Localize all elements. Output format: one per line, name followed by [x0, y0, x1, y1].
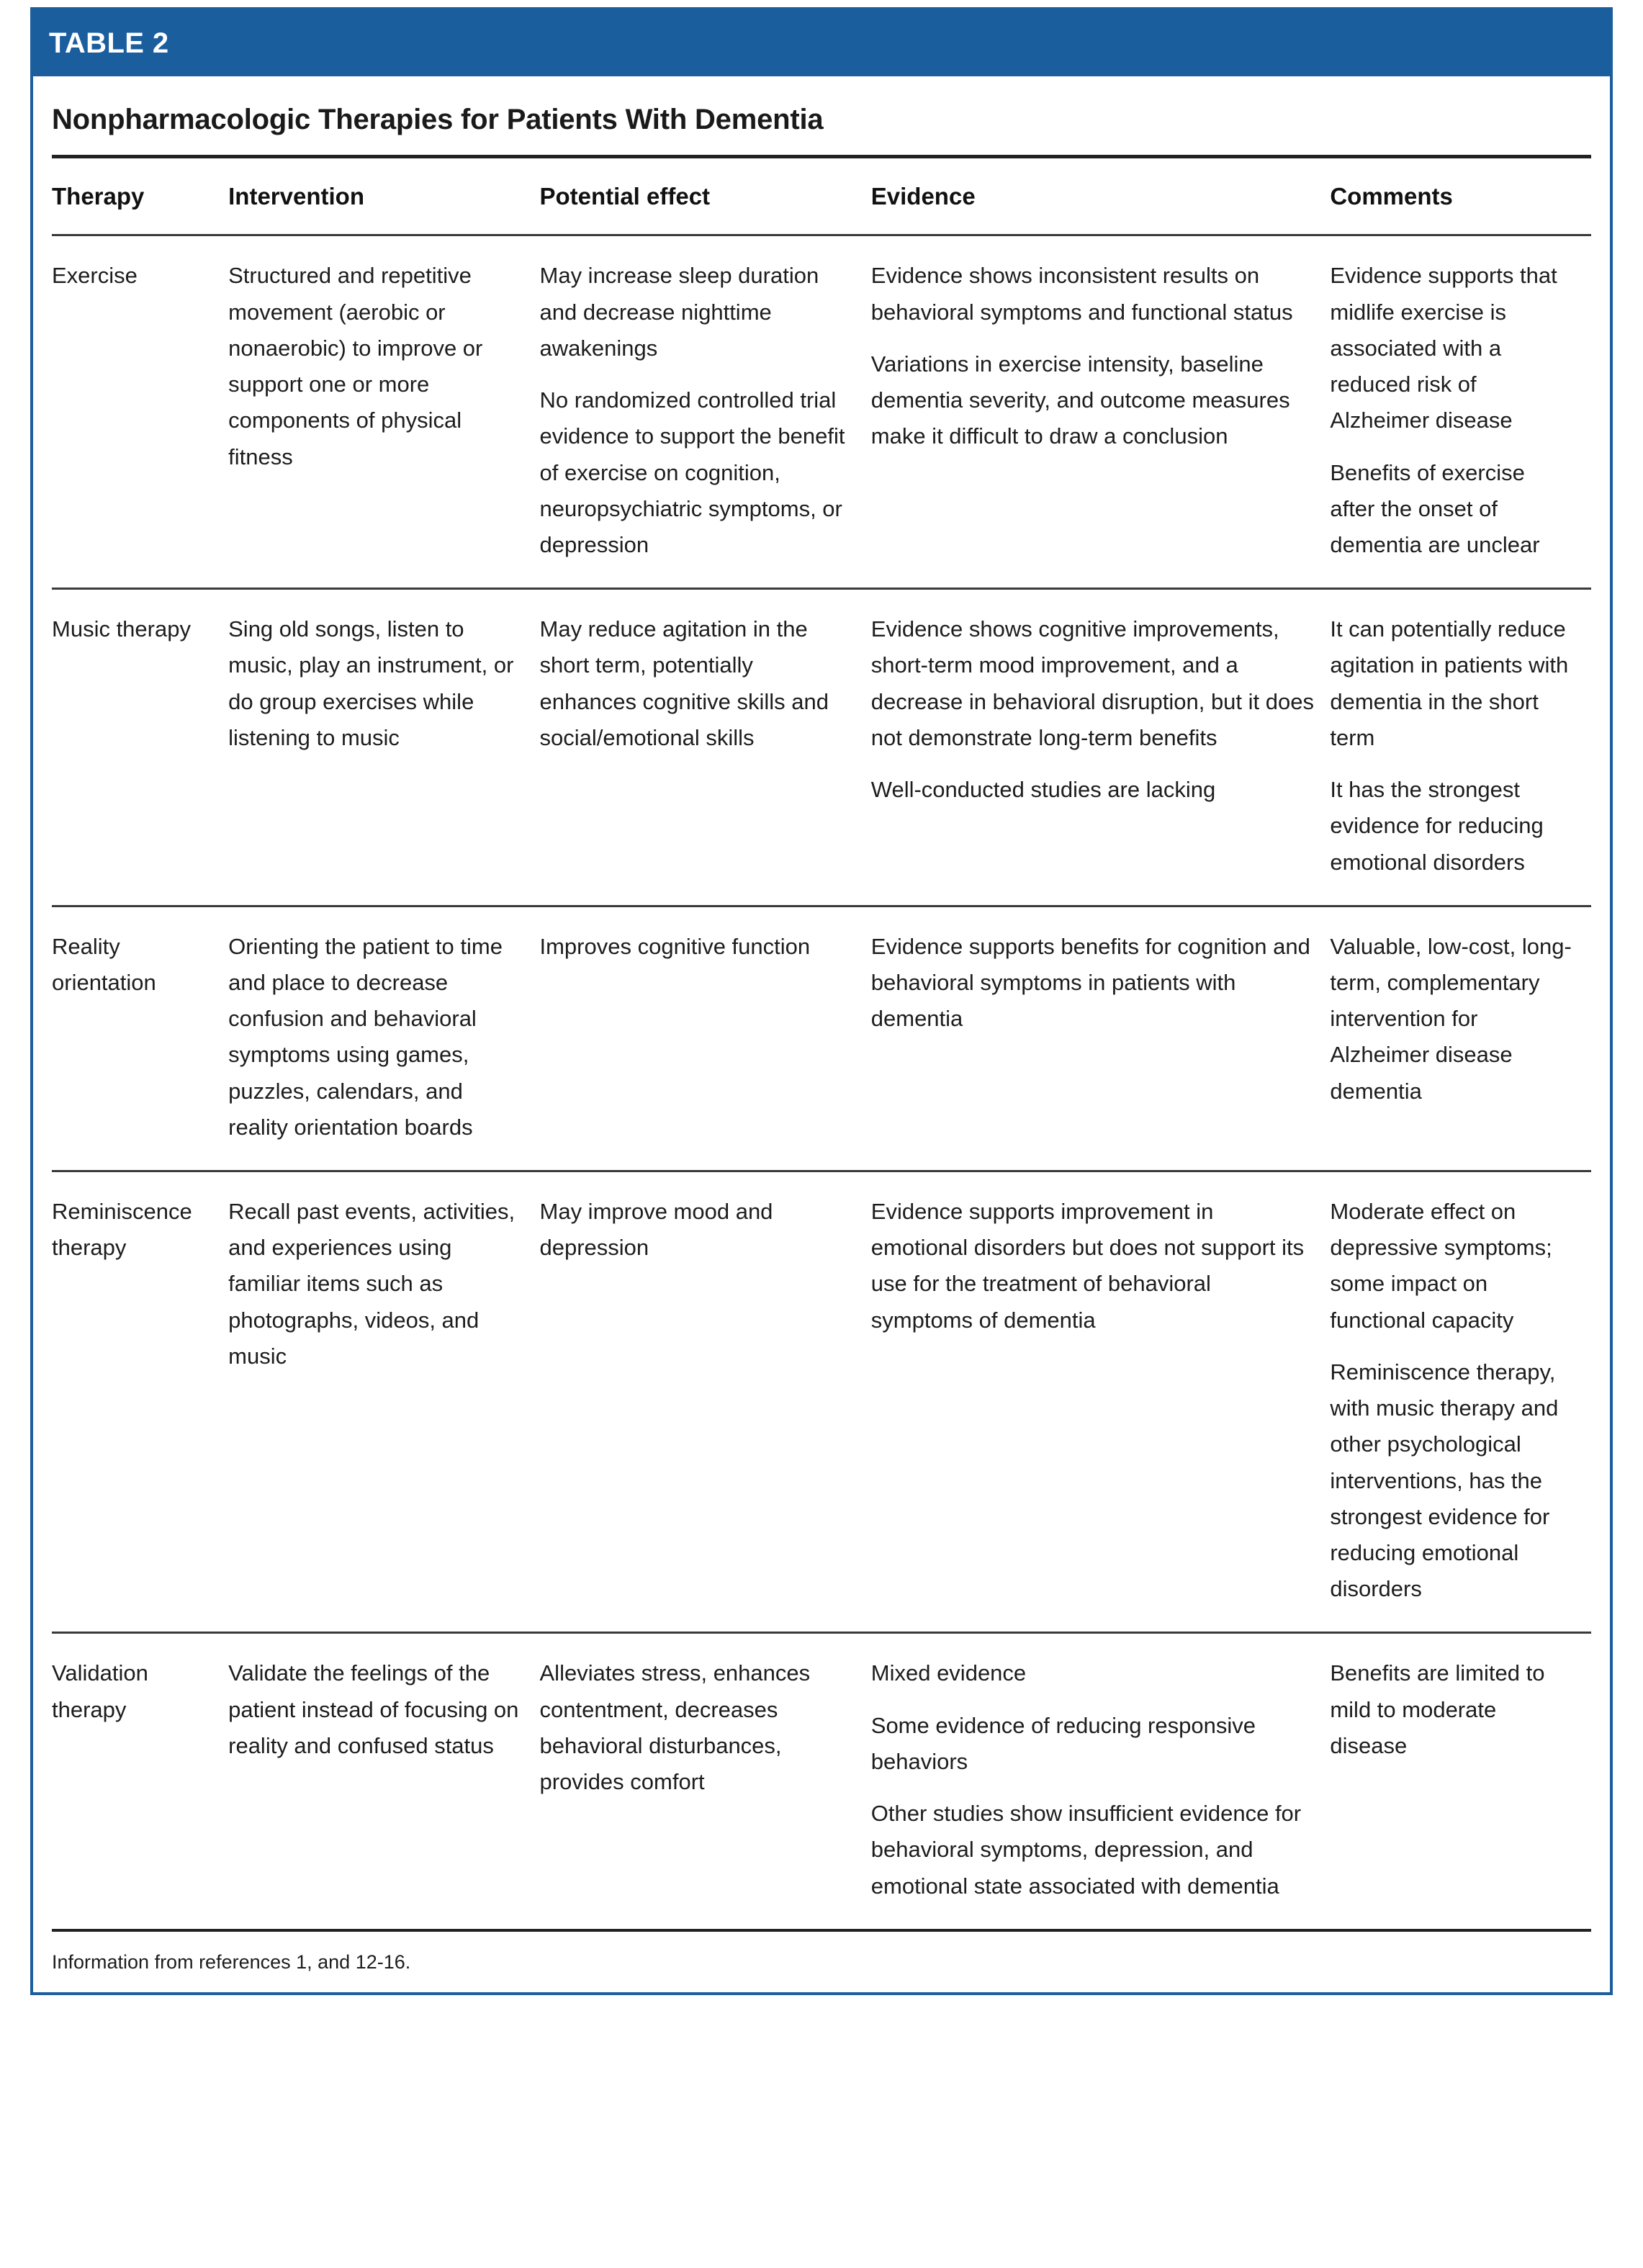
cell-paragraph: Benefits are limited to mild to moderate disease: [1330, 1660, 1545, 1758]
table-body: [52, 236, 1591, 1928]
cell-paragraph: Other studies show insufficient evidence for behavioral symptoms, depression, and emotional state associated with dementia: [870, 1801, 1302, 1899]
column-header-intervention: Intervention: [228, 183, 364, 210]
cell-paragraph: Some evidence of reducing responsive behaviors: [870, 1712, 1256, 1774]
column-header-therapy: Therapy: [52, 183, 145, 210]
cell-therapy: Reminiscence therapy: [52, 1199, 192, 1261]
cell-paragraph: Well-conducted studies are lacking: [870, 777, 1216, 803]
cell-paragraph: Reminiscence therapy, with music therapy and other psychological interventions, has the strongest evidence for reducing emotional disorders: [1330, 1359, 1559, 1602]
cell-potential-effect: [540, 590, 871, 780]
cell-paragraph: Evidence supports benefits for cognition and behavioral symptoms in patients with dementia: [870, 933, 1310, 1032]
cell-paragraph: Orienting the patient to time and place to decrease confusion and behavioral symptoms using games, puzzles, calendars, and reality orientation boards: [228, 933, 503, 1140]
cell-paragraph: Benefits of exercise after the onset of dementia are unclear: [1330, 459, 1540, 557]
column-header-evidence: Evidence: [870, 183, 976, 210]
cell-paragraph: Evidence supports that midlife exercise is associated with a reduced risk of Alzheimer disease: [1330, 263, 1557, 433]
cell-comments: [1330, 1172, 1591, 1632]
cell-comments: [1330, 907, 1591, 1134]
cell-potential-effect: [540, 907, 871, 989]
cell-paragraph: Moderate effect on depressive symptoms; some impact on functional capacity: [1330, 1199, 1552, 1333]
table-row: [52, 1172, 1591, 1632]
cell-paragraph: Evidence shows cognitive improvements, short-term mood improvement, and a decrease in behavioral disruption, but it does not demonstrate long-term benefits: [870, 616, 1314, 750]
cell-potential-effect: [540, 236, 871, 588]
cell-intervention: [228, 590, 539, 780]
cell-paragraph: Mixed evidence: [870, 1660, 1027, 1686]
column-header-potential-effect: Potential effect: [539, 183, 711, 210]
table-number-label: TABLE 2: [49, 27, 169, 59]
cell-therapy: Exercise: [52, 263, 138, 289]
cell-intervention: [228, 907, 539, 1170]
cell-paragraph: Validate the feelings of the patient instead of focusing on reality and confused status: [228, 1660, 519, 1758]
cell-therapy: Validation therapy: [52, 1660, 148, 1722]
table-header-row: [52, 158, 1591, 234]
table-row: [52, 1634, 1591, 1928]
cell-paragraph: May increase sleep duration and decrease nighttime awakenings: [539, 263, 819, 361]
cell-paragraph: Alleviates stress, enhances contentment, decreases behavioral disturbances, provides comfort: [539, 1660, 811, 1795]
cell-paragraph: Evidence supports improvement in emotional disorders but does not support its use for the treatment of behavioral symptoms of dementia: [870, 1199, 1305, 1333]
cell-paragraph: May reduce agitation in the short term, potentially enhances cognitive skills and social/emotional skills: [539, 616, 829, 750]
table-frame: [30, 10, 1613, 1995]
cell-evidence: [871, 590, 1331, 832]
cell-potential-effect: [540, 1172, 871, 1290]
table-footnote: Information from references 1, and 12-16.: [52, 1950, 411, 1973]
cell-evidence: [871, 1172, 1331, 1363]
cell-paragraph: Evidence shows inconsistent results on behavioral symptoms and functional status: [870, 263, 1293, 325]
table-grid: [33, 155, 1610, 1932]
cell-paragraph: No randomized controlled trial evidence to support the benefit of exercise on cognition, neuropsychiatric symptoms, or depression: [539, 387, 845, 557]
cell-potential-effect: [540, 1634, 871, 1824]
table-row: [52, 590, 1591, 905]
cell-therapy: Reality orientation: [52, 933, 156, 995]
cell-paragraph: Structured and repetitive movement (aerobic or nonaerobic) to improve or support one or more components of physical fitness: [228, 263, 483, 469]
cell-therapy: Music therapy: [52, 616, 191, 642]
cell-comments: [1330, 590, 1591, 905]
table-banner: [30, 7, 1613, 76]
table-row: [52, 236, 1591, 588]
table-row: [52, 907, 1591, 1170]
cell-intervention: [228, 236, 539, 499]
cell-intervention: [228, 1172, 539, 1399]
cell-paragraph: Valuable, low-cost, long-term, complementary intervention for Alzheimer disease dementia: [1330, 933, 1572, 1104]
cell-comments: [1330, 236, 1591, 588]
cell-comments: [1330, 1634, 1591, 1788]
cell-paragraph: It has the strongest evidence for reducing emotional disorders: [1330, 777, 1544, 875]
cell-paragraph: Improves cognitive function: [539, 933, 811, 959]
cell-evidence: [871, 907, 1331, 1062]
cell-paragraph: May improve mood and depression: [539, 1199, 773, 1261]
table-title: Nonpharmacologic Therapies for Patients With Dementia: [52, 104, 824, 135]
cell-paragraph: Recall past events, activities, and experiences using familiar items such as photographs, videos, and music: [228, 1199, 516, 1369]
cell-evidence: [871, 1634, 1331, 1928]
cell-paragraph: It can potentially reduce agitation in patients with dementia in the short term: [1330, 616, 1569, 750]
cell-paragraph: Sing old songs, listen to music, play an instrument, or do group exercises while listening to music: [228, 616, 514, 750]
cell-evidence: [871, 236, 1331, 479]
cell-intervention: [228, 1634, 539, 1788]
cell-paragraph: Variations in exercise intensity, baseline dementia severity, and outcome measures make it difficult to draw a conclusion: [870, 351, 1290, 449]
column-header-comments: Comments: [1330, 183, 1453, 210]
